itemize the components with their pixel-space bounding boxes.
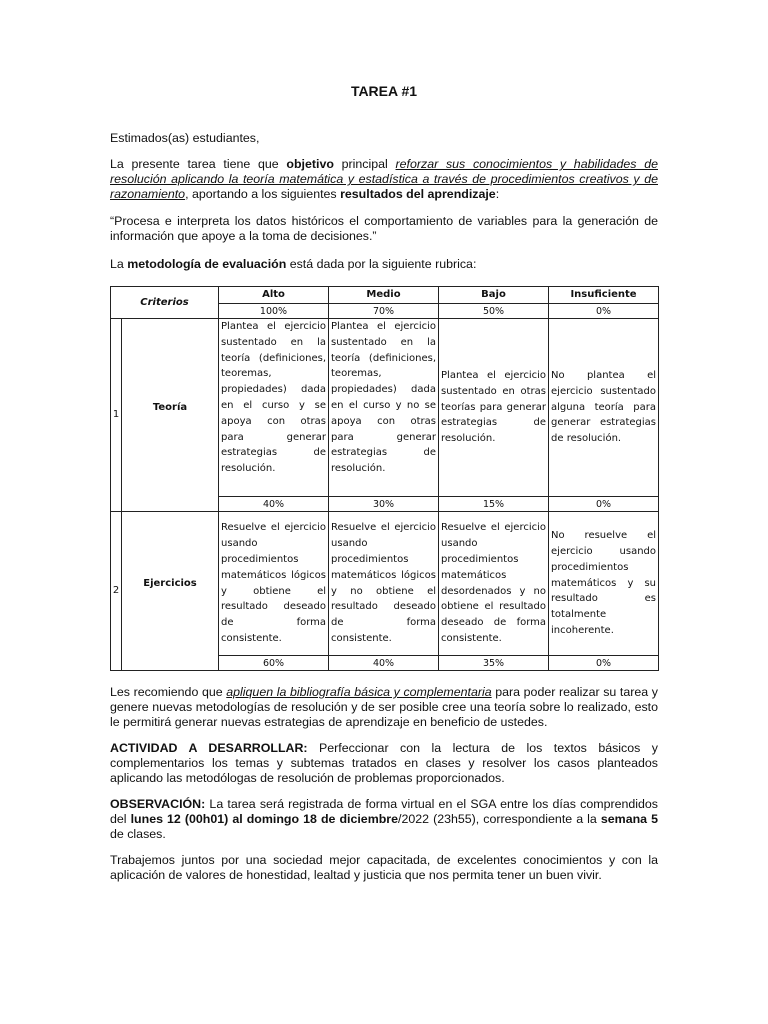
activity-text: Perfeccionar con la lectura de los textos básicos y complementarios los temas y subtemas tratados en clases y resolver los casos planteados aplicando las metodólogas de resolución de problemas proporcionados. <box>110 741 658 785</box>
level-header: Alto <box>219 287 329 304</box>
recommend-paragraph <box>110 685 658 730</box>
level-header: Bajo <box>439 287 549 304</box>
intro-text-3: , aportando a los siguientes <box>185 187 341 201</box>
level-pct: 70% <box>329 304 439 319</box>
intro-learning-results: resultados del aprendizaje <box>340 187 496 201</box>
criteria-header: Criterios <box>111 287 219 319</box>
rubric-cell: Resuelve el ejercicio usando procedimientos matemáticos desordenados y no obtiene el resultado deseado de forma consistente. <box>439 512 549 656</box>
observation-text-4: de clases. <box>110 827 166 841</box>
recommend-text-2: para poder realizar su tarea y genere nuevas metodologías de resolución y de ser posible cree una teoría sobre lo realizado, esto le permitirá generar nuevas estrategias de aprendizaje en beneficio de ustedes. <box>110 685 658 729</box>
row-number: 2 <box>111 512 122 671</box>
row-pct: 15% <box>439 497 549 512</box>
activity-paragraph <box>110 741 658 786</box>
rubric-cell: Plantea el ejercicio sustentado en la teoría (definiciones, teoremas, propiedades) dada en el curso y se apoya con otras para generar estrategias de resolución. <box>219 319 329 497</box>
intro-text-1: La presente tarea tiene que <box>110 157 287 171</box>
intro-goal-underlined: reforzar sus conocimientos y habilidades de resolución aplicando la teoría matemática y estadística a través de procedimientos creativos y de razonamiento <box>110 157 659 201</box>
rubric-cell: Resuelve el ejercicio usando procedimientos matemáticos lógicos y no obtiene el resultado deseado de forma consistente. <box>329 512 439 656</box>
criterion-name: Teoría <box>122 319 219 497</box>
row-pct: 35% <box>439 656 549 671</box>
page-title: TAREA #1 <box>350 83 418 99</box>
rubric-row-ejercicios <box>111 512 659 656</box>
rubric-table <box>110 286 659 671</box>
criterion-name: Ejercicios <box>122 512 219 656</box>
learning-quote: “Procesa e interpreta los datos históricos el comportamiento de variables para la generación de información que apoye a la toma de decisiones.” <box>110 214 658 243</box>
observation-paragraph <box>110 797 658 842</box>
rubric-cell: No plantea el ejercicio sustentado alguna teoría para generar estrategias de resolución. <box>549 319 659 497</box>
level-pct: 0% <box>549 304 659 319</box>
observation-dates: lunes 12 (00h01) al domingo 18 de diciembre <box>130 812 399 826</box>
level-pct: 100% <box>219 304 329 319</box>
rubric-pct-row-teoria <box>111 497 659 512</box>
intro-objective: objetivo <box>286 157 334 171</box>
activity-label: ACTIVIDAD A DESARROLLAR: <box>110 741 308 755</box>
level-header: Medio <box>329 287 439 304</box>
row-pct: 40% <box>329 656 439 671</box>
observation-label: OBSERVACIÓN: <box>110 797 206 811</box>
row-number: 1 <box>111 319 122 512</box>
method-bold: metodología de evaluación <box>127 257 287 271</box>
spacer-cell <box>122 497 219 512</box>
intro-paragraph <box>110 157 658 202</box>
observation-text-2: /2022 (23h55) <box>398 812 476 826</box>
row-pct: 30% <box>329 497 439 512</box>
rubric-pct-row-ejercicios <box>111 656 659 671</box>
recommend-text-1: Les recomiendo que <box>110 685 227 699</box>
row-pct: 40% <box>219 497 329 512</box>
recommend-underlined: apliquen la bibliografía básica y complementaria <box>226 685 492 699</box>
spacer-cell <box>122 656 219 671</box>
rubric-row-teoria <box>111 319 659 497</box>
closing-paragraph: Trabajemos juntos por una sociedad mejor capacitada, de excelentes conocimientos y con la aplicación de valores de honestidad, lealtad y justicia que nos permita tener un buen vivir. <box>110 853 658 882</box>
greeting: Estimados(as) estudiantes, <box>110 131 260 145</box>
observation-week: semana 5 <box>600 812 658 826</box>
methodology-paragraph <box>110 257 658 272</box>
row-pct: 0% <box>549 497 659 512</box>
level-header: Insuficiente <box>549 287 659 304</box>
observation-text-3: , correspondiente a la <box>475 812 601 826</box>
rubric-header-row <box>111 287 659 304</box>
row-pct: 0% <box>549 656 659 671</box>
rubric-cell: Plantea el ejercicio sustentado en la teoría (definiciones, teoremas, propiedades) dada en el curso y no se apoya con otras para generar estrategias de resolución. <box>329 319 439 497</box>
intro-text-2: principal <box>333 157 396 171</box>
rubric-cell: Plantea el ejercicio sustentado en otras teorías para generar estrategias de resolución. <box>439 319 549 497</box>
row-pct: 60% <box>219 656 329 671</box>
method-text-2: está dada por la siguiente rubrica: <box>286 257 477 271</box>
observation-text-1: La tarea será registrada de forma virtual en el SGA entre los días comprendidos del <box>110 797 658 826</box>
intro-text-4: : <box>495 187 500 201</box>
rubric-cell: No resuelve el ejercicio usando procedimientos matemáticos y su resultado es totalmente incoherente. <box>549 512 659 656</box>
method-text-1: La <box>110 257 128 271</box>
rubric-cell: Resuelve el ejercicio usando procedimientos matemáticos lógicos y obtiene el resultado deseado de forma consistente. <box>219 512 329 656</box>
level-pct: 50% <box>439 304 549 319</box>
